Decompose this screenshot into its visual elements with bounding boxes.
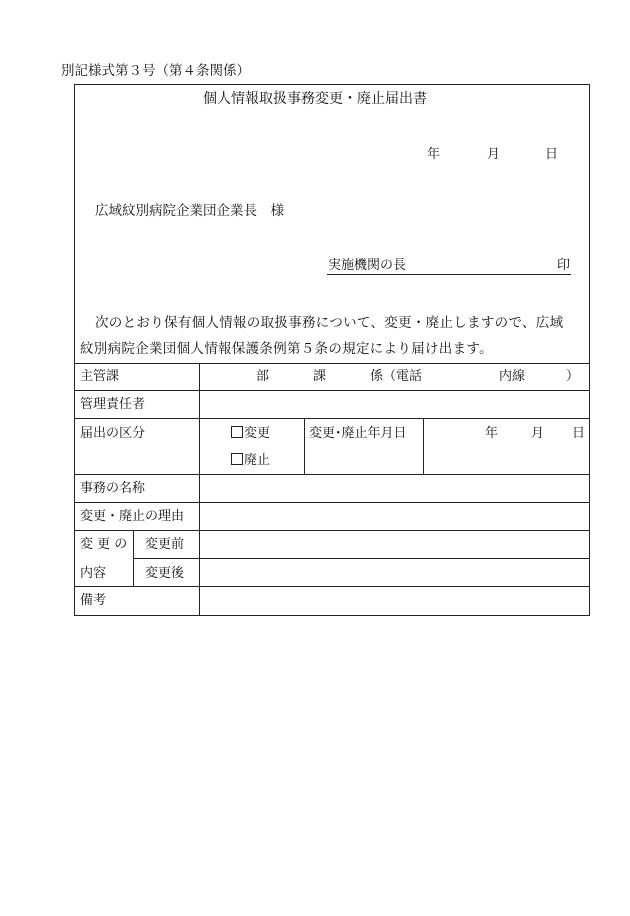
body-text-line2: 紋別病院企業団個人情報保護条例第５条の規定により届け出ます。 — [80, 341, 493, 357]
row-line-4 — [74, 502, 590, 503]
content-label-line2: 内容 — [80, 566, 107, 581]
category-label: 届出の区分 — [80, 426, 146, 441]
row-line-1 — [74, 390, 590, 391]
work-name-label: 事務の名称 — [80, 481, 146, 496]
row-line-7 — [74, 586, 590, 587]
content-label-line1: 変 更 の — [80, 537, 128, 552]
frame-right — [589, 84, 590, 615]
date-day: 日 — [545, 147, 559, 162]
department-ka: 課 — [313, 369, 327, 384]
department-close: ） — [566, 369, 580, 384]
addressee: 広域紋別病院企業団企業長 様 — [95, 203, 284, 219]
option-change[interactable] — [231, 426, 270, 442]
department-naisen: 内線 — [499, 369, 526, 384]
change-date-year: 年 — [485, 426, 499, 441]
option-abolish[interactable] — [231, 453, 270, 469]
change-date-day: 日 — [572, 426, 586, 441]
remarks-label: 備考 — [80, 593, 107, 608]
form-number: 別記様式第３号（第４条関係） — [61, 63, 250, 79]
option-change-label: 変更 — [244, 426, 271, 441]
submitter-underline — [327, 274, 571, 275]
seal-mark: 印 — [557, 258, 571, 273]
department-kakari: 係（電話 — [370, 369, 423, 384]
form-title: 個人情報取扱事務変更・廃止届出書 — [203, 91, 427, 107]
row-line-2 — [74, 418, 590, 419]
option-abolish-label: 廃止 — [244, 453, 271, 468]
after-label: 変更後 — [145, 566, 185, 581]
frame-top — [74, 84, 590, 85]
submitter-label: 実施機関の長 — [328, 258, 407, 273]
table-top-line — [74, 363, 590, 364]
date-month: 月 — [487, 147, 501, 162]
body-text-line1: 次のとおり保有個人情報の取扱事務について、変更・廃止しますので、広域 — [95, 315, 564, 331]
reason-label: 変更・廃止の理由 — [80, 509, 185, 524]
checkbox-change[interactable] — [231, 426, 243, 438]
row-line-5 — [74, 530, 590, 531]
checkbox-abolish[interactable] — [231, 453, 243, 465]
department-bu: 部 — [256, 369, 270, 384]
row-line-3 — [74, 474, 590, 475]
row-line-6-partial — [133, 558, 590, 559]
manager-label: 管理責任者 — [80, 397, 146, 412]
col-line-content — [133, 530, 134, 586]
col-line-category — [304, 418, 305, 474]
frame-left — [74, 84, 75, 615]
col-line-label — [199, 363, 200, 615]
before-label: 変更前 — [145, 537, 185, 552]
date-year: 年 — [427, 147, 441, 162]
frame-bottom — [74, 615, 590, 616]
department-label: 主管課 — [80, 369, 120, 384]
change-date-label: 変更･廃止年月日 — [309, 426, 407, 441]
change-date-month: 月 — [531, 426, 545, 441]
col-line-date — [423, 418, 424, 474]
